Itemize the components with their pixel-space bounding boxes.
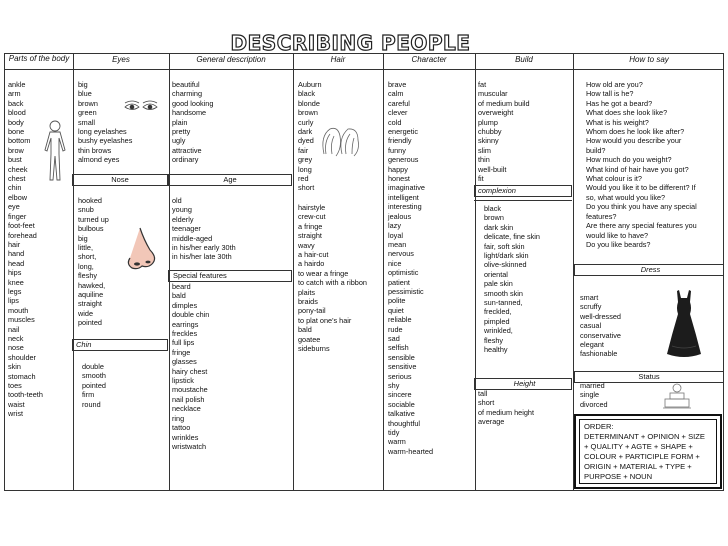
complexion-item: wrinkled, bbox=[484, 326, 513, 336]
age-item: old bbox=[172, 196, 182, 205]
body-part-item: forehead bbox=[8, 230, 37, 240]
character-item: polite bbox=[388, 296, 406, 306]
hairstyle-item: wavy bbox=[298, 240, 315, 250]
complexion-item: sun-tanned, bbox=[484, 298, 523, 308]
character-list bbox=[388, 80, 433, 456]
order-line: PURPOSE + NOUN bbox=[584, 472, 653, 481]
height-item: short bbox=[478, 398, 495, 408]
character-item: calm bbox=[388, 89, 404, 99]
dress-item: smart bbox=[580, 293, 599, 302]
hairstyle-item: a fringe bbox=[298, 221, 323, 231]
header-parts: Parts of the body bbox=[8, 54, 70, 63]
body-part-item: shoulder bbox=[8, 352, 36, 362]
special-feature-item: necklace bbox=[172, 404, 201, 414]
body-part-item: neck bbox=[8, 333, 24, 343]
character-item: generous bbox=[388, 155, 419, 165]
special-features-list bbox=[172, 282, 209, 451]
character-item: clever bbox=[388, 108, 408, 118]
body-part-item: chest bbox=[8, 174, 26, 184]
status-item: single bbox=[580, 390, 600, 400]
general-description-item: ordinary bbox=[172, 155, 199, 165]
chin-section-title: Chin bbox=[72, 339, 168, 351]
hairstyle-item: plaits bbox=[298, 287, 316, 297]
question-item: What colour is it? bbox=[586, 174, 642, 184]
special-feature-item: fringe bbox=[172, 347, 191, 357]
chin-item: double bbox=[82, 362, 104, 371]
age-item: teenager bbox=[172, 224, 201, 234]
question-item: What is his weight? bbox=[586, 117, 649, 127]
build-item: fit bbox=[478, 174, 484, 184]
question-item: How tall is he? bbox=[586, 89, 634, 99]
eyes-item: thin brows bbox=[78, 145, 112, 155]
hairstyle-item: to wear a fringe bbox=[298, 268, 349, 278]
special-feature-item: double chin bbox=[172, 310, 210, 320]
nose-item: snub bbox=[78, 205, 94, 215]
build-item: overweight bbox=[478, 108, 514, 118]
wedding-cake-icon bbox=[660, 382, 694, 410]
character-item: optimistic bbox=[388, 268, 419, 278]
hairstyle-item: a hair-cut bbox=[298, 250, 329, 260]
nose-item: long, bbox=[78, 261, 94, 271]
general-description-item: attractive bbox=[172, 145, 202, 155]
question-item: How much do you weight? bbox=[586, 155, 672, 165]
body-part-item: body bbox=[8, 117, 24, 127]
character-item: sad bbox=[388, 333, 400, 343]
eyes-item: blue bbox=[78, 89, 92, 99]
body-part-item: knee bbox=[8, 277, 24, 287]
hair-item: dyed bbox=[298, 136, 314, 146]
character-item: thoughtful bbox=[388, 418, 421, 428]
hairstyle-item: goatee bbox=[298, 334, 321, 344]
complexion-item: freckled, bbox=[484, 307, 512, 317]
hairstyle-item: sideburns bbox=[298, 344, 330, 354]
body-part-item: stomach bbox=[8, 371, 36, 381]
character-item: happy bbox=[388, 164, 408, 174]
adjective-order-box bbox=[574, 414, 722, 489]
special-feature-item: full lips bbox=[172, 338, 195, 348]
body-part-item: lips bbox=[8, 296, 19, 306]
complexion-item: fleshy bbox=[484, 335, 504, 345]
adjective-order-inner bbox=[579, 419, 717, 484]
complexion-item: delicate, fine skin bbox=[484, 232, 540, 242]
eyes-item: brown bbox=[78, 98, 98, 108]
special-feature-item: hairy chest bbox=[172, 366, 208, 376]
body-part-item: elbow bbox=[8, 192, 28, 202]
header-hair: Hair bbox=[330, 55, 346, 64]
order-line: ORDER: bbox=[584, 422, 614, 431]
general-description-item: good looking bbox=[172, 98, 214, 108]
hair-item: fair bbox=[298, 145, 309, 155]
character-item: loyal bbox=[388, 230, 404, 240]
general-list bbox=[172, 80, 213, 165]
body-part-item: skin bbox=[8, 362, 21, 372]
complexion-item: pimpled bbox=[484, 316, 510, 326]
hairstyle-item: hairstyle bbox=[298, 203, 326, 212]
body-part-item: ankle bbox=[8, 80, 26, 89]
question-item: Whom does he look like after? bbox=[586, 127, 685, 137]
nose-item: little, bbox=[78, 243, 94, 253]
question-item: Would you like it to be different? If bbox=[586, 183, 696, 193]
complexion-divider bbox=[474, 200, 572, 201]
hairstyle-item: straight bbox=[298, 231, 322, 241]
body-part-item: wrist bbox=[8, 409, 23, 419]
question-item: How old are you? bbox=[586, 80, 643, 89]
column-divider bbox=[293, 54, 294, 490]
build-item: plump bbox=[478, 117, 498, 127]
nose-item: hawked, bbox=[78, 280, 106, 290]
body-part-item: waist bbox=[8, 399, 25, 409]
status-list bbox=[580, 381, 608, 409]
complexion-item: olive-skinned bbox=[484, 260, 527, 270]
nose-item: big bbox=[78, 233, 88, 243]
build-item: chubby bbox=[478, 127, 502, 137]
status-item: married bbox=[580, 381, 605, 390]
eyes-item: almond eyes bbox=[78, 155, 120, 165]
status-item: divorced bbox=[580, 399, 608, 409]
special-feature-item: moustache bbox=[172, 385, 208, 395]
special-feature-item: beard bbox=[172, 282, 191, 291]
body-part-item: eye bbox=[8, 202, 20, 212]
height-item: tall bbox=[478, 389, 488, 398]
nose-list bbox=[78, 196, 109, 328]
character-item: selfish bbox=[388, 343, 409, 353]
body-part-item: bottom bbox=[8, 136, 31, 146]
hair-item: red bbox=[298, 174, 309, 184]
complexion-list bbox=[484, 204, 540, 355]
complexion-item: light/dark skin bbox=[484, 251, 529, 261]
body-part-item: tooth-teeth bbox=[8, 390, 43, 400]
body-part-item: brow bbox=[8, 145, 24, 155]
eyes-icon bbox=[124, 100, 158, 114]
character-item: nice bbox=[388, 258, 402, 268]
hair-item: short bbox=[298, 183, 315, 193]
body-part-item: nose bbox=[8, 343, 24, 353]
question-item: How would you describe your bbox=[586, 136, 682, 146]
character-item: honest bbox=[388, 174, 410, 184]
nose-item: fleshy bbox=[78, 271, 98, 281]
eyes-item: big bbox=[78, 80, 88, 89]
general-description-item: handsome bbox=[172, 108, 207, 118]
chin-item: firm bbox=[82, 390, 95, 400]
column-divider bbox=[383, 54, 384, 490]
character-item: sincere bbox=[388, 390, 412, 400]
hair-item: brown bbox=[298, 108, 318, 118]
height-item: of medium height bbox=[478, 407, 534, 417]
special-feature-item: wrinkles bbox=[172, 432, 199, 442]
chin-divider bbox=[72, 350, 168, 351]
order-line: ORIGIN + MATERIAL + TYPE + bbox=[584, 462, 692, 471]
build-item: skinny bbox=[478, 136, 499, 146]
nose-item: turned up bbox=[78, 214, 109, 224]
character-item: sensitive bbox=[388, 362, 417, 372]
hair-item: Auburn bbox=[298, 80, 322, 89]
special-features-title: Special features bbox=[168, 270, 292, 282]
question-item: Do you think you have any special bbox=[586, 202, 697, 212]
body-part-item: muscles bbox=[8, 315, 35, 325]
special-feature-item: dimples bbox=[172, 300, 198, 310]
body-part-item: chin bbox=[8, 183, 22, 193]
status-section-title: Status bbox=[574, 371, 724, 383]
header-general: General description bbox=[196, 55, 266, 64]
special-feature-item: freckles bbox=[172, 329, 198, 339]
eyes-item: bushy eyelashes bbox=[78, 136, 133, 146]
character-item: sociable bbox=[388, 399, 415, 409]
hairstyle-item: bald bbox=[298, 325, 312, 335]
nose-item: straight bbox=[78, 299, 102, 309]
dress-list bbox=[580, 293, 621, 359]
question-item: What kind of hair have you got? bbox=[586, 164, 689, 174]
age-list bbox=[172, 196, 236, 262]
body-part-item: toes bbox=[8, 381, 22, 390]
body-part-item: hips bbox=[8, 268, 22, 278]
special-feature-item: ring bbox=[172, 413, 185, 423]
body-part-item: mouth bbox=[8, 305, 29, 315]
height-item: average bbox=[478, 417, 505, 427]
character-item: nervous bbox=[388, 249, 414, 259]
complexion-item: fair, soft skin bbox=[484, 241, 525, 251]
body-part-item: hand bbox=[8, 249, 25, 259]
build-item: thin bbox=[478, 155, 490, 165]
age-section-title: Age bbox=[168, 174, 292, 186]
special-feature-item: glasses bbox=[172, 357, 197, 367]
nose-item: wide bbox=[78, 308, 94, 318]
chin-item: round bbox=[82, 399, 101, 409]
nose-item: bulbous bbox=[78, 224, 104, 234]
order-line: + QUALITY + AGTE + SHAPE + bbox=[584, 442, 693, 451]
character-item: intelligent bbox=[388, 192, 419, 202]
question-item: would like to have? bbox=[586, 230, 649, 240]
body-part-item: nail bbox=[8, 324, 20, 334]
complexion-item: black bbox=[484, 204, 502, 213]
chin-item: smooth bbox=[82, 371, 106, 381]
special-feature-item: nail polish bbox=[172, 394, 205, 404]
build-list bbox=[478, 80, 530, 183]
general-description-item: pretty bbox=[172, 127, 191, 137]
build-item: muscular bbox=[478, 89, 508, 99]
chin-item: pointed bbox=[82, 380, 106, 390]
build-item: slim bbox=[478, 145, 491, 155]
complexion-section-title: complexion bbox=[474, 185, 572, 197]
character-item: tidy bbox=[388, 428, 400, 438]
hairstyle-item: to plat one's hair bbox=[298, 315, 352, 325]
age-item: in his/her early 30th bbox=[172, 243, 236, 253]
general-description-item: ugly bbox=[172, 136, 186, 146]
question-item: Do you like beards? bbox=[586, 239, 651, 249]
dress-item: well-dressed bbox=[580, 311, 621, 321]
character-item: mean bbox=[388, 239, 407, 249]
question-item: features? bbox=[586, 211, 617, 221]
general-description-item: charming bbox=[172, 89, 203, 99]
age-item: elderly bbox=[172, 214, 194, 224]
nose-item: pointed bbox=[78, 318, 102, 328]
question-item: build? bbox=[586, 145, 606, 155]
special-feature-item: earrings bbox=[172, 319, 199, 329]
character-item: shy bbox=[388, 381, 400, 390]
character-item: lazy bbox=[388, 221, 401, 231]
age-item: middle-aged bbox=[172, 233, 213, 243]
dress-item: scruffy bbox=[580, 302, 602, 312]
height-section-title: Height bbox=[474, 378, 572, 390]
complexion-item: dark skin bbox=[484, 222, 514, 232]
character-item: warm-hearted bbox=[388, 446, 434, 456]
eyes-list bbox=[78, 80, 132, 165]
body-part-item: blood bbox=[8, 108, 26, 118]
body-outline-icon bbox=[38, 120, 72, 182]
character-item: jealous bbox=[388, 211, 412, 221]
height-list bbox=[478, 389, 534, 427]
character-item: warm bbox=[388, 437, 406, 447]
hairstyle-list bbox=[298, 203, 367, 354]
hairstyle-item: crew-cut bbox=[298, 212, 326, 222]
order-line: DETERMINANT + OPINION + SIZE bbox=[584, 432, 705, 441]
general-description-item: plain bbox=[172, 117, 188, 127]
character-item: pessimistic bbox=[388, 286, 424, 296]
character-item: brave bbox=[388, 80, 407, 89]
complexion-item: smooth skin bbox=[484, 288, 523, 298]
hairstyle-item: a hairdo bbox=[298, 259, 325, 269]
special-feature-item: wristwatch bbox=[172, 441, 207, 451]
body-part-item: bust bbox=[8, 155, 22, 165]
dress-item: conservative bbox=[580, 330, 621, 340]
header-character: Character bbox=[411, 55, 447, 64]
hair-item: grey bbox=[298, 155, 313, 165]
header-eyes: Eyes bbox=[112, 55, 130, 64]
hair-item: long bbox=[298, 164, 312, 174]
header-how-to-say: How to say bbox=[629, 55, 669, 64]
character-item: funny bbox=[388, 145, 406, 155]
question-item: Has he got a beard? bbox=[586, 98, 653, 108]
body-part-item: hair bbox=[8, 239, 21, 249]
hair-item: blonde bbox=[298, 98, 320, 108]
body-part-item: legs bbox=[8, 286, 22, 296]
complexion-item: brown bbox=[484, 213, 504, 223]
question-item: What does she look like? bbox=[586, 108, 668, 118]
body-part-item: foot-feet bbox=[8, 221, 35, 231]
character-item: friendly bbox=[388, 136, 412, 146]
how-to-say-list bbox=[586, 80, 697, 249]
eyes-item: small bbox=[78, 117, 96, 127]
column-divider bbox=[475, 54, 476, 490]
age-item: young bbox=[172, 205, 192, 215]
character-item: sensible bbox=[388, 352, 415, 362]
dress-item: fashionable bbox=[580, 349, 618, 359]
hair-item: dark bbox=[298, 127, 313, 137]
hairstyle-icon bbox=[318, 124, 362, 158]
body-part-item: finger bbox=[8, 211, 27, 221]
age-item: in his/her late 30th bbox=[172, 252, 232, 262]
character-item: reliable bbox=[388, 315, 412, 325]
character-item: talkative bbox=[388, 409, 415, 419]
build-item: of medium build bbox=[478, 98, 530, 108]
nose-item: hooked bbox=[78, 196, 102, 205]
character-item: careful bbox=[388, 98, 410, 108]
nose-icon bbox=[122, 226, 162, 272]
character-item: serious bbox=[388, 371, 412, 381]
question-item: Are there any special features you bbox=[586, 221, 697, 231]
hairstyle-item: braids bbox=[298, 297, 318, 307]
character-item: rude bbox=[388, 324, 403, 334]
nose-section-title: Nose bbox=[72, 174, 168, 186]
character-item: cold bbox=[388, 117, 402, 127]
character-item: interesting bbox=[388, 202, 422, 212]
character-item: energetic bbox=[388, 127, 419, 137]
dress-item: elegant bbox=[580, 340, 604, 350]
character-item: quiet bbox=[388, 305, 404, 315]
special-feature-item: tattoo bbox=[172, 423, 191, 433]
dress-section-title: Dress bbox=[574, 264, 724, 276]
nose-item: aquiline bbox=[78, 290, 104, 300]
dress-icon bbox=[666, 288, 702, 360]
chin-list bbox=[82, 362, 106, 409]
hairstyle-item: to catch with a ribbon bbox=[298, 278, 367, 288]
special-feature-item: bald bbox=[172, 291, 186, 301]
eyes-item: long eyelashes bbox=[78, 127, 127, 137]
question-item: so, what would you like? bbox=[586, 192, 666, 202]
complexion-item: pale skin bbox=[484, 279, 513, 289]
hairstyle-item: pony-tail bbox=[298, 306, 326, 316]
dress-item: casual bbox=[580, 321, 602, 331]
hair-item: curly bbox=[298, 117, 314, 127]
character-item: patient bbox=[388, 277, 410, 287]
eyes-item: green bbox=[78, 108, 97, 118]
character-item: imaginative bbox=[388, 183, 425, 193]
nose-item: short, bbox=[78, 252, 97, 262]
hair-item: black bbox=[298, 89, 316, 99]
page-title: DESCRIBING PEOPLE bbox=[230, 31, 471, 55]
complexion-item: oriental bbox=[484, 269, 508, 279]
body-part-item: back bbox=[8, 98, 24, 108]
body-part-item: head bbox=[8, 258, 25, 268]
body-part-item: arm bbox=[8, 89, 21, 99]
build-item: fat bbox=[478, 80, 487, 89]
header-build: Build bbox=[515, 55, 533, 64]
general-description-item: beautiful bbox=[172, 80, 200, 89]
order-line: COLOUR + PARTICIPLE FORM + bbox=[584, 452, 700, 461]
column-divider bbox=[73, 54, 74, 490]
special-feature-item: lipstick bbox=[172, 376, 194, 386]
build-item: well-built bbox=[478, 164, 507, 174]
body-part-item: cheek bbox=[8, 164, 28, 174]
complexion-item: healthy bbox=[484, 345, 508, 355]
body-part-item: bone bbox=[8, 127, 25, 137]
